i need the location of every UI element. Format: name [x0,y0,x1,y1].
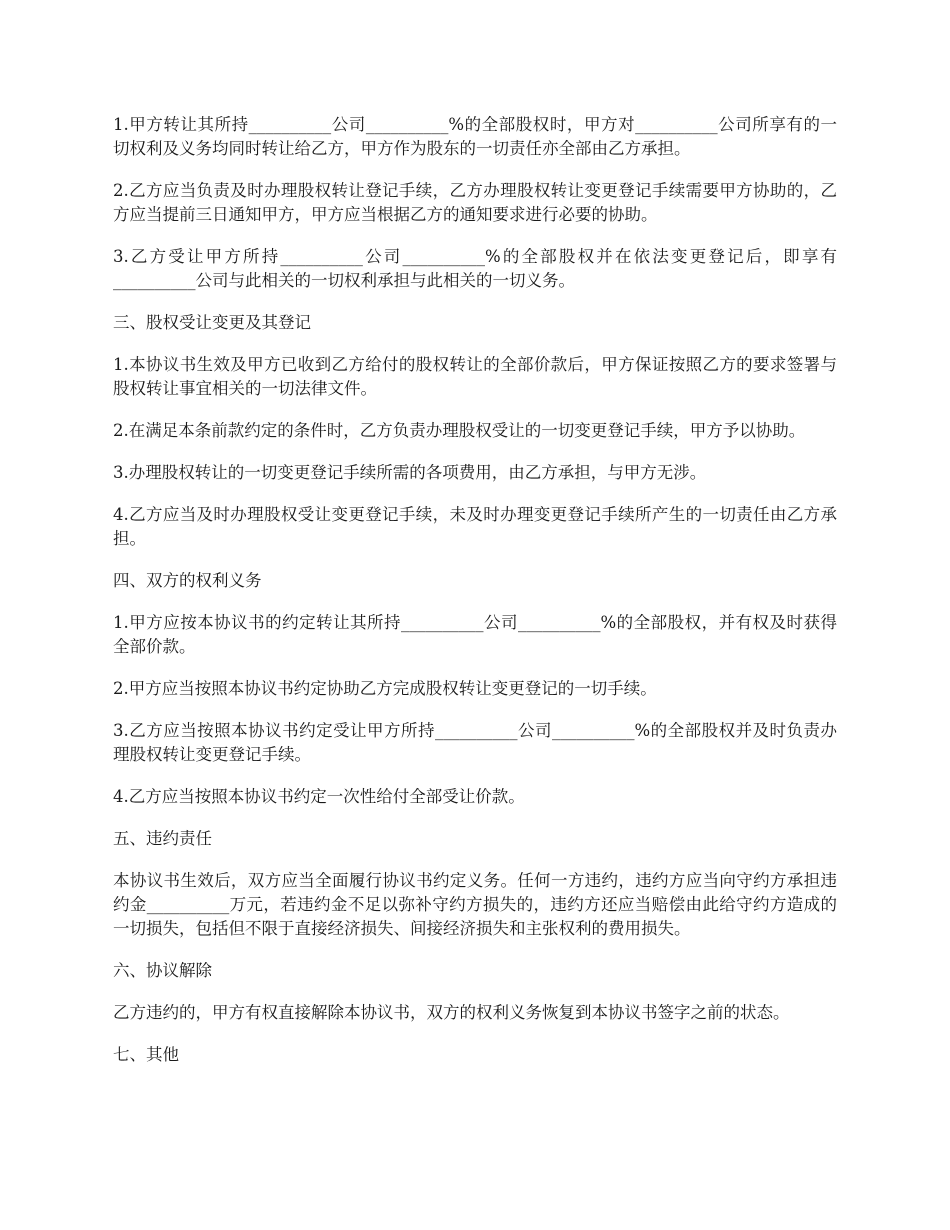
clause-3-4: 4.乙方应当及时办理股权受让变更登记手续，未及时办理变更登记手续所产生的一切责任由乙方承担。 [113,505,837,548]
clause-6-1: 乙方违约的，甲方有权直接解除本协议书，双方的权利义务恢复到本协议书签字之前的状态。 [113,1003,790,1022]
document-body [113,113,837,1085]
clause-4-1: 1.甲方应按本协议书的约定转让其所持__________公司__________%的全部股权，并有权及时获得全部价款。 [113,613,837,656]
clause-2-1: 1.甲方转让其所持__________公司__________%的全部股权时，甲方对__________公司所享有的一切权利及义务均同时转让给乙方，甲方作为股东的一切责任亦全部由乙方承担。 [113,115,837,158]
section-6-heading: 六、协议解除 [113,961,212,980]
clause-4-3: 3.乙方应当按照本协议书约定受让甲方所持__________公司__________%的全部股权并及时负责办理股权转让变更登记手续。 [113,721,837,764]
section-3-heading: 三、股权受让变更及其登记 [113,313,311,332]
clause-2-3: 3.乙方受让甲方所持__________公司__________%的全部股权并在依法变更登记后，即享有__________公司与此相关的一切权利承担与此相关的一切义务。 [113,247,837,290]
clause-4-4: 4.乙方应当按照本协议书约定一次性给付全部受让价款。 [113,787,525,806]
clause-3-3: 3.办理股权转让的一切变更登记手续所需的各项费用，由乙方承担，与甲方无涉。 [113,463,707,482]
clause-3-2: 2.在满足本条前款约定的条件时，乙方负责办理股权受让的一切变更登记手续，甲方予以协助。 [113,421,806,440]
clause-2-2: 2.乙方应当负责及时办理股权转让登记手续，乙方办理股权转让变更登记手续需要甲方协助的，乙方应当提前三日通知甲方，甲方应当根据乙方的通知要求进行必要的协助。 [113,181,837,224]
clause-4-2: 2.甲方应当按照本协议书约定协助乙方完成股权转让变更登记的一切手续。 [113,679,657,698]
section-7-heading: 七、其他 [113,1045,179,1064]
clause-3-1: 1.本协议书生效及甲方已收到乙方给付的股权转让的全部价款后，甲方保证按照乙方的要求签署与股权转让事宜相关的一切法律文件。 [113,355,837,398]
section-5-heading: 五、违约责任 [113,829,212,848]
section-4-heading: 四、双方的权利义务 [113,571,262,590]
clause-5-1: 本协议书生效后，双方应当全面履行协议书约定义务。任何一方违约，违约方应当向守约方承担违约金__________万元，若违约金不足以弥补守约方损失的，违约方还应当赔偿由此给守约方造成的一切损失，包括但不限于直接经济损失、间接经济损失和主张权利的费用损失。 [113,871,837,938]
